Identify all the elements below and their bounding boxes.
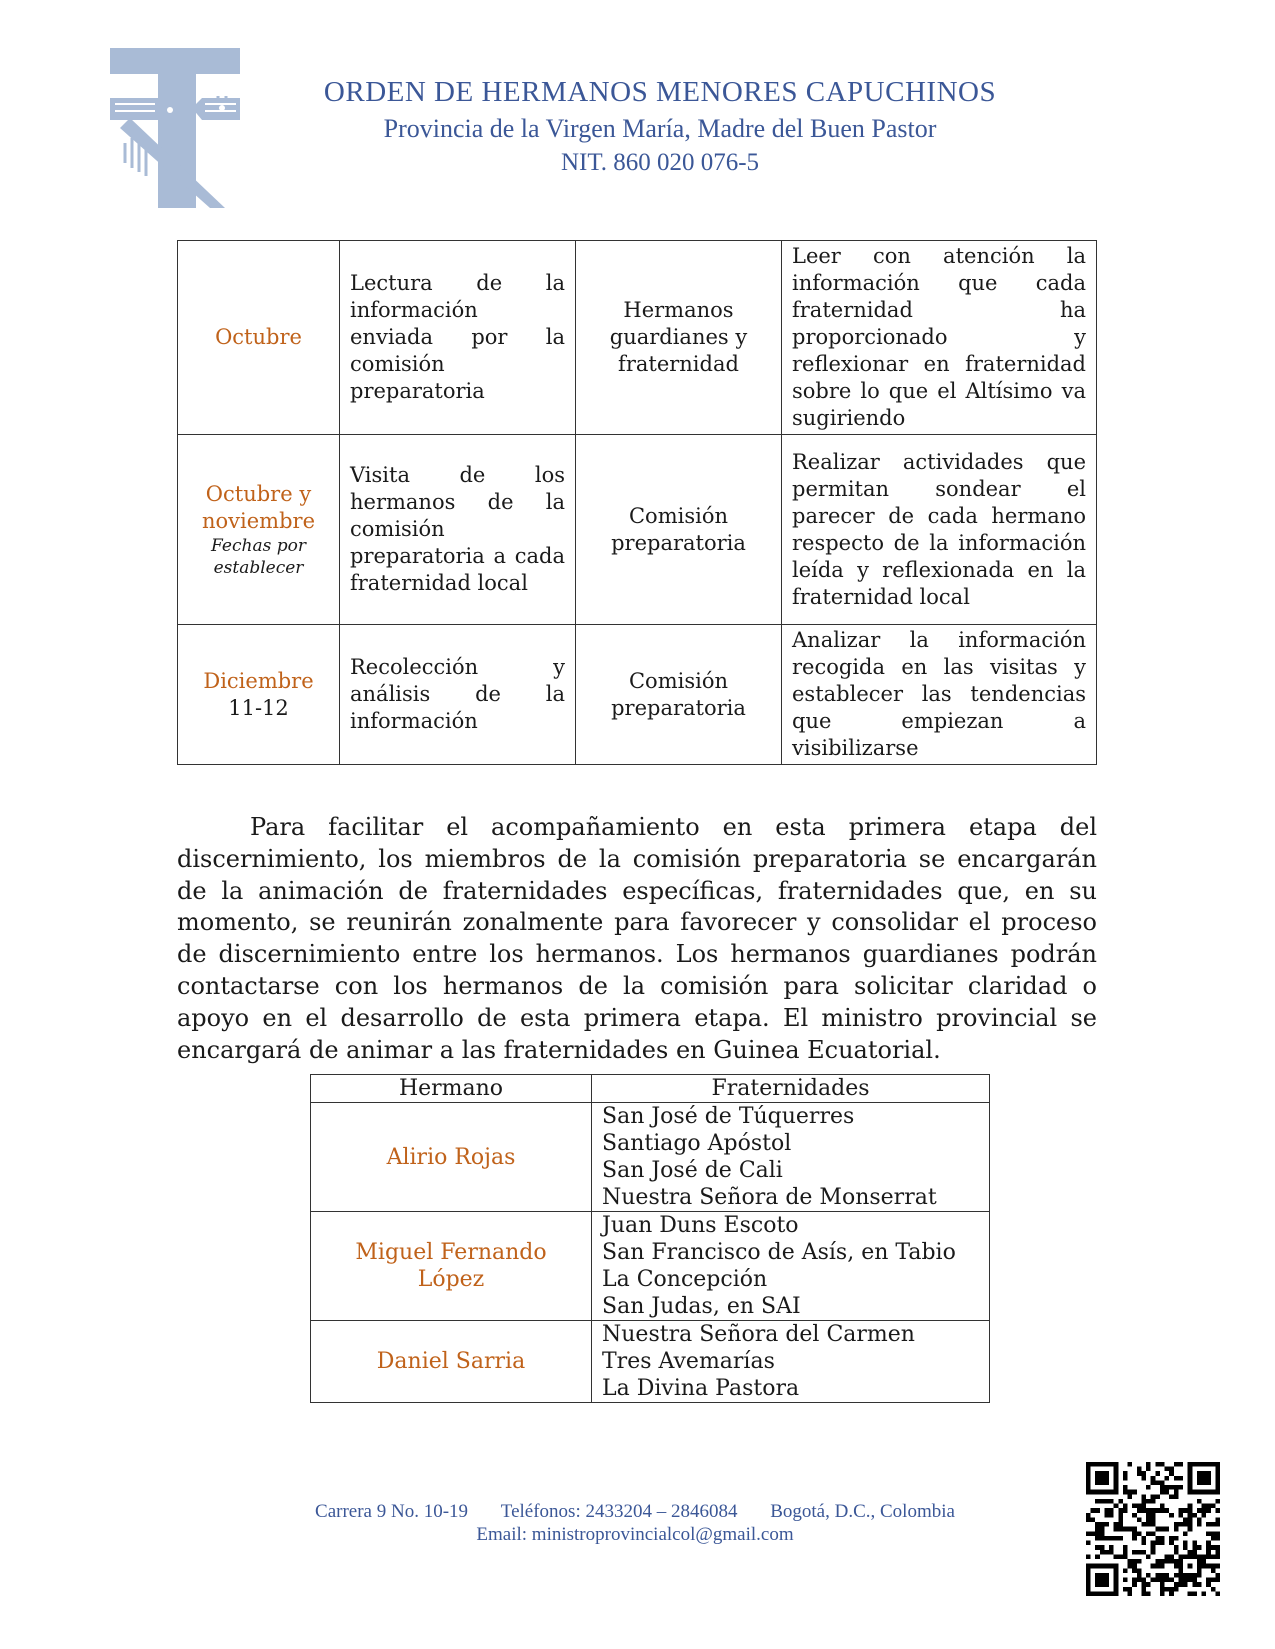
fraternities-cell — [592, 1103, 990, 1212]
fraternity-item: San José de Túquerres — [602, 1104, 855, 1129]
when-label: Octubre y noviembre — [202, 481, 315, 533]
fraternity-item: Juan Duns Escoto — [602, 1213, 799, 1238]
when-label: Octubre — [215, 325, 302, 349]
table-header-row — [311, 1075, 990, 1103]
when-label: Diciembre — [203, 668, 314, 693]
objective-cell: Analizar la información recogida en las visitas y establecer las tendencias que empiezan a visibilizarse — [782, 625, 1097, 765]
footer-phones: Teléfonos: 2433204 – 2846084 — [500, 1501, 738, 1522]
fraternity-item: La Divina Pastora — [602, 1376, 800, 1401]
footer-email: Email: ministroprovincialcol@gmail.com — [476, 1524, 794, 1545]
fraternity-item: San José de Cali — [602, 1158, 783, 1183]
fraternity-item: Nuestra Señora del Carmen — [602, 1322, 915, 1347]
when-date: 11-12 — [228, 695, 289, 720]
body-paragraph: Para facilitar el acompañamiento en esta primera etapa del discernimiento, los miembros de la comisión preparatoria se encargarán de la animación de fraternidades específicas, fraternidades que, en su momento, se reunirán zonalmente para favorecer y consolidar el proceso de discernimiento entre los hermanos. Los hermanos guardianes podrán contactarse con los hermanos de la comisión para solicitar claridad o apoyo en el desarrollo de esta primera etapa. El ministro provincial se encargará de animar a las fraternidades en Guinea Ecuatorial. — [177, 813, 1097, 1064]
when-cell — [178, 625, 340, 765]
nit-number: NIT. 860 020 076-5 — [560, 149, 760, 176]
objective-cell: Realizar actividades que permitan sondear el parecer de cada hermano respecto de la información leída y reflexionada en la fraternidad local — [782, 435, 1097, 625]
fraternity-item: Tres Avemarías — [602, 1349, 775, 1374]
fraternities-cell — [592, 1212, 990, 1321]
letterhead — [290, 74, 1030, 180]
brother-name: Daniel Sarria — [311, 1321, 592, 1403]
table-row — [178, 625, 1097, 765]
table-row — [178, 241, 1097, 435]
footer — [240, 1500, 1030, 1546]
fraternity-item: Nuestra Señora de Monserrat — [602, 1185, 937, 1210]
header-fraternidades: Fraternidades — [592, 1075, 990, 1103]
activity-cell: Lectura de la información enviada por la comisión preparatoria — [340, 241, 576, 435]
table-row — [311, 1321, 990, 1403]
responsible-cell: Comisión preparatoria — [576, 435, 782, 625]
header-hermano: Hermano — [311, 1075, 592, 1103]
objective-cell: Leer con atención la información que cada fraternidad ha proporcionado y reflexionar en fraternidad sobre lo que el Altísimo va sugiriendo — [782, 241, 1097, 435]
footer-city: Bogotá, D.C., Colombia — [770, 1501, 955, 1522]
brothers-table — [310, 1074, 990, 1403]
qr-code-icon — [1086, 1462, 1220, 1596]
brother-name: Alirio Rojas — [311, 1103, 592, 1212]
fraternity-item: San Francisco de Asís, en Tabio — [602, 1240, 956, 1265]
province-name: Provincia de la Virgen María, Madre del Buen Pastor — [383, 114, 937, 143]
fraternities-cell — [592, 1321, 990, 1403]
franciscan-logo-icon — [110, 48, 250, 208]
table-row — [311, 1212, 990, 1321]
table-row — [178, 435, 1097, 625]
footer-contact-line — [240, 1500, 1030, 1523]
activity-cell: Recolección y análisis de la información — [340, 625, 576, 765]
order-name: ORDEN DE HERMANOS MENORES CAPUCHINOS — [323, 76, 997, 108]
when-cell — [178, 435, 340, 625]
fraternity-item: La Concepción — [602, 1267, 768, 1292]
table-row — [311, 1103, 990, 1212]
when-cell — [178, 241, 340, 435]
schedule-table — [177, 240, 1097, 765]
fraternity-item: San Judas, en SAI — [602, 1294, 801, 1319]
fraternity-item: Santiago Apóstol — [602, 1131, 792, 1156]
activity-cell: Visita de los hermanos de la comisión preparatoria a cada fraternidad local — [340, 435, 576, 625]
footer-address: Carrera 9 No. 10-19 — [315, 1501, 469, 1522]
responsible-cell: Hermanos guardianes y fraternidad — [576, 241, 782, 435]
when-note: Fechas por establecer — [211, 535, 306, 578]
responsible-cell: Comisión preparatoria — [576, 625, 782, 765]
brother-name: Miguel Fernando López — [311, 1212, 592, 1321]
